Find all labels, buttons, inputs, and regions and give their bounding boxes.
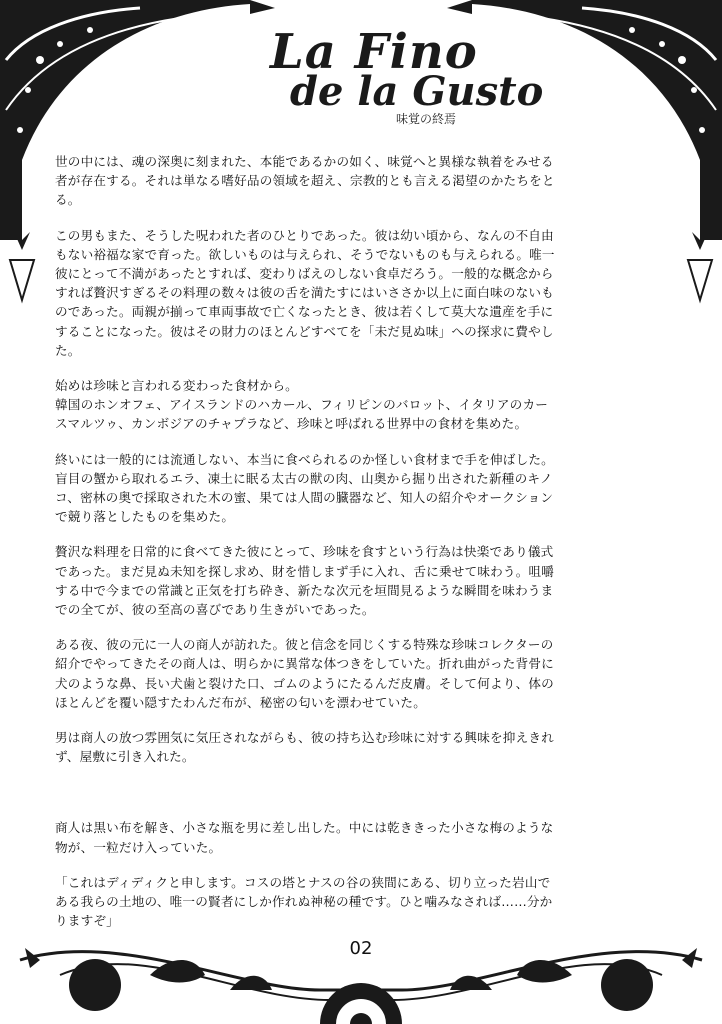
title-line-1: La Fino xyxy=(270,24,478,80)
paragraph: この男もまた、そうした呪われた者のひとりであった。彼は幼い頃から、なんの不自由 もない裕福な家で育った。欲しいものは与えられ、そうでないものも与えられる。唯一 彼にとって不満があったとすれば、変わりばえのしない食卓だろう。一般的な概念から すれば贅沢すぎるその料理の数々は彼の舌を満たすにはいささか以上に面白味のないも のであった。両親が揃って車両事故で亡くなったとき、彼は若くして莫大な遺産を手に することになった。彼はその財力のほとんどすべてを「未だ見ぬ味」への探求に費やし た。 xyxy=(55,227,555,358)
title-logo xyxy=(250,24,544,126)
story-text xyxy=(55,152,667,947)
paragraph: 始めは珍味と言われる変わった食材から。 韓国のホンオフェ、アイスランドのハカール、フィリピンのバロット、イタリアのカー スマルツゥ、カンボジアのチャプラなど、珍味と呼ばれる世界中の食材を集めた。 xyxy=(55,378,549,432)
paragraph: 終いには一般的には流通しない、本当に食べられるのか怪しい食材まで手を伸ばした。 盲目の蟹から取れるエラ、凍土に眠る太古の獣の肉、山奥から掘り出された新種のキノ コ、密林の奥で採取された木の蜜、果ては人間の臓器など、知人の紹介やオークション で競り落としたものを集めた。 xyxy=(55,451,554,525)
paragraph: 男は商人の放つ雰囲気に気圧されながらも、彼の持ち込む珍味に対する興味を抑えきれ ず、屋敷に引き入れた。 xyxy=(55,730,554,765)
paragraph: 贅沢な料理を日常的に食べてきた彼にとって、珍味を食すという行為は快楽であり儀式 であった。まだ見ぬ未知を探し求め、財を惜しまず手に入れ、舌に乗せて味わう。咀嚼 する中で今までの常識と正気を打ち砕き、新たな次元を垣間見るような瞬間を味わうま での全てが、彼の至高の喜びであり生きがいであった。 xyxy=(55,544,555,618)
bottom-floral-ornament xyxy=(20,948,702,1024)
title-japanese: 味覚の終焉 xyxy=(396,112,457,126)
title-line-2: de la Gusto xyxy=(290,68,544,115)
paragraph: 「これはディディクと申します。コスの塔とナスの谷の狭間にある、切り立った岩山で ある我らの土地の、唯一の賢者にしか作れぬ神秘の種です。ひと噛みなされば……分か りますぞ」 xyxy=(55,874,553,929)
page-number: 02 xyxy=(349,938,373,959)
paragraph: 商人は黒い布を解き、小さな瓶を男に差し出した。中には乾ききった小さな梅のような 物が、一粒だけ入っていた。 xyxy=(55,820,554,855)
paragraph: 世の中には、魂の深奥に刻まれた、本能であるかの如く、味覚へと異様な執着をみせる 者が存在する。それは単なる嗜好品の領域を超え、宗教的とも言える渇望のかたちをと る。 xyxy=(55,154,555,208)
paragraph: ある夜、彼の元に一人の商人が訪れた。彼と信念を同じくする特殊な珍味コレクターの 紹介でやってきたその商人は、明らかに異常な体つきをしていた。折れ曲がった背骨に 犬のような鼻、長い犬歯と裂けた口、ゴムのようにたるんだ皮膚。そして何より、体の ほとんどを覆い隠すたわんだ布が、秘密の匂いを漂わせていた。 xyxy=(55,637,554,710)
